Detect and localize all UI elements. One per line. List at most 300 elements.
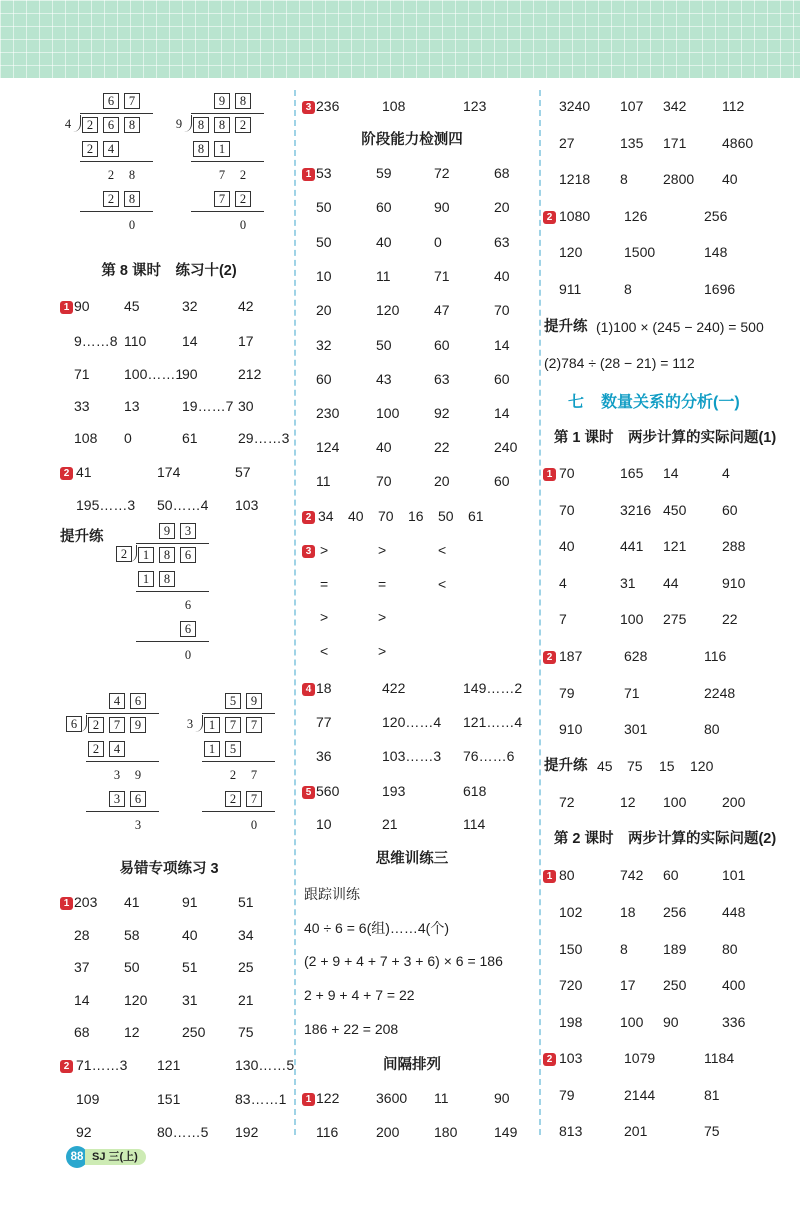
answer-value: 90 (494, 1090, 510, 1106)
partial-digit: 7 (250, 768, 258, 782)
division-rule (191, 211, 264, 212)
answer-value: 112 (722, 98, 745, 114)
product-digit: 1 (138, 571, 154, 587)
answer-value: 92 (76, 1124, 92, 1140)
answer-value: 40 (722, 171, 738, 187)
answer-value: 40 (348, 508, 364, 524)
answer-value: 79 (559, 685, 575, 701)
answer-value: 720 (559, 977, 583, 993)
answer-value: 3600 (376, 1090, 408, 1106)
answer-value: 16 (408, 508, 424, 524)
answer-value: 742 (620, 867, 644, 883)
answer-value: 910 (722, 575, 746, 591)
answer-value: 15 (659, 758, 675, 774)
long-division (171, 89, 311, 239)
remainder-digit: 0 (250, 818, 258, 832)
answer-value: 120 (559, 244, 583, 260)
answer-value: 40 (494, 268, 510, 284)
answer-value: 51 (182, 959, 198, 975)
divisor: 4 (64, 117, 72, 131)
answer-value: 33 (74, 398, 90, 414)
answer-value: 1218 (559, 171, 591, 187)
answer-value: 72 (434, 165, 450, 181)
answer-value: 100……1 (124, 366, 184, 382)
answer-value: 275 (663, 611, 687, 627)
answer-value: 50……4 (157, 497, 209, 513)
badge-holder (302, 541, 318, 559)
answer-value: 14 (74, 992, 90, 1008)
answer-value: 8 (624, 281, 632, 297)
question-badge: 1 (543, 870, 556, 883)
answer-value: 60 (722, 502, 738, 518)
division-rule (136, 591, 209, 592)
badge-holder (60, 1056, 76, 1074)
answer-value: 110 (124, 333, 147, 349)
answer-value: 30 (238, 398, 254, 414)
answer-value: 3240 (559, 98, 591, 114)
answer-value: 121 (157, 1057, 181, 1073)
answer-text: 2 + 9 + 4 + 7 = 22 (304, 987, 415, 1003)
answer-value: 40 (559, 538, 575, 554)
section-heading: 易错专项练习 3 (119, 861, 219, 877)
quotient-digit: 5 (225, 693, 241, 709)
answer-value: 150 (559, 941, 583, 957)
dividend-digit: 7 (225, 717, 241, 733)
question-badge: 1 (302, 168, 315, 181)
answer-value: 151 (157, 1091, 181, 1107)
answer-value: > (378, 542, 387, 558)
question-badge: 2 (543, 651, 556, 664)
question-badge: 2 (543, 1053, 556, 1066)
question-badge: 2 (60, 467, 73, 480)
answer-value: 60 (494, 371, 510, 387)
answer-value: 120……4 (382, 714, 442, 730)
badge-holder (543, 464, 559, 482)
answer-value: 61 (182, 430, 198, 446)
division-bracket (129, 545, 137, 562)
answer-value: 71 (74, 366, 90, 382)
question-badge: 1 (60, 301, 73, 314)
answer-value: 236 (316, 98, 340, 114)
product-digit: 2 (103, 191, 119, 207)
answer-value: 71……3 (76, 1057, 128, 1073)
answer-value: 116 (316, 1124, 339, 1140)
answer-value: 8 (620, 171, 628, 187)
answer-value: 60 (663, 867, 679, 883)
badge-holder (543, 1049, 559, 1067)
answer-value: 187 (559, 648, 583, 664)
product-digit: 7 (246, 791, 262, 807)
answer-value: 63 (494, 234, 510, 250)
answer-value: 149 (494, 1124, 518, 1140)
answer-value: 250 (663, 977, 687, 993)
answer-value: 198 (559, 1014, 583, 1030)
answer-value: 41 (76, 464, 92, 480)
divisor: 9 (175, 117, 183, 131)
section-label: 提升练 (544, 758, 588, 774)
answer-value: 422 (382, 680, 406, 696)
section-heading: 第 2 课时 两步计算的实际问题(2) (553, 831, 777, 847)
answer-value: 123 (463, 98, 487, 114)
section-label: 提升练 (60, 529, 104, 545)
answer-value: 43 (376, 371, 392, 387)
division-rule (80, 211, 153, 212)
answer-value: > (378, 609, 387, 625)
answer-value: 4 (559, 575, 567, 591)
answer-value: 114 (463, 816, 486, 832)
answer-value: 80……5 (157, 1124, 209, 1140)
product-digit: 1 (214, 141, 230, 157)
answer-value: 10 (316, 816, 332, 832)
answer-value: 20 (316, 302, 332, 318)
badge-holder (60, 463, 76, 481)
chapter-number: 七 (568, 394, 585, 411)
book-tag: SJ 三(上) (85, 1149, 146, 1165)
question-badge: 1 (302, 1093, 315, 1106)
product-digit: 2 (88, 741, 104, 757)
answer-value: > (320, 609, 329, 625)
answer-value: 174 (157, 464, 181, 480)
answer-value: 22 (722, 611, 738, 627)
answer-value: 60 (376, 199, 392, 215)
answer-value: 200 (722, 794, 746, 810)
answer-value: 9……8 (74, 333, 118, 349)
answer-value: 70 (494, 302, 510, 318)
product-digit: 4 (103, 141, 119, 157)
answer-value: 50 (316, 199, 332, 215)
answer-value: 2248 (704, 685, 736, 701)
product-digit: 7 (214, 191, 230, 207)
section-label: 提升练 (544, 319, 588, 335)
answer-value: 50 (124, 959, 140, 975)
answer-value: 201 (624, 1123, 648, 1139)
answer-value: 100 (663, 794, 687, 810)
answer-value: 2800 (663, 171, 695, 187)
question-badge: 5 (302, 786, 315, 799)
answer-value: 256 (704, 208, 728, 224)
answer-value: 0 (124, 430, 132, 446)
answer-value: 80 (722, 941, 738, 957)
answer-value: 44 (663, 575, 679, 591)
section-heading: 间隔排列 (383, 1057, 441, 1073)
section-heading: 阶段能力检测四 (361, 132, 463, 148)
section-heading: 第 8 课时 练习十(2) (101, 263, 237, 279)
answer-value: 72 (559, 794, 575, 810)
partial-digit: 8 (128, 168, 136, 182)
answer-value: 90 (434, 199, 450, 215)
partial-digit: 2 (229, 768, 237, 782)
answer-value: 70 (559, 502, 575, 518)
answer-value: 14 (494, 405, 510, 421)
division-rule (191, 113, 264, 114)
question-badge: 3 (302, 101, 315, 114)
answer-value: 42 (238, 298, 254, 314)
division-bracket (195, 715, 203, 732)
remainder-digit: 0 (184, 648, 192, 662)
product-digit: 1 (204, 741, 220, 757)
answer-value: 76……6 (463, 748, 515, 764)
answer-value: 195……3 (76, 497, 136, 513)
answer-value: 75 (627, 758, 643, 774)
product-digit: 6 (180, 621, 196, 637)
question-badge: 2 (543, 211, 556, 224)
answer-text: 40 ÷ 6 = 6(组)……4(个) (304, 920, 449, 936)
answer-value: 203 (74, 894, 98, 910)
dividend-digit: 6 (180, 547, 196, 563)
answer-value: 120 (376, 302, 400, 318)
answer-value: 31 (182, 992, 198, 1008)
answer-value: 108 (382, 98, 406, 114)
answer-value: 813 (559, 1123, 583, 1139)
answer-value: 60 (494, 473, 510, 489)
question-badge: 2 (302, 511, 315, 524)
answer-value: 92 (434, 405, 450, 421)
answer-value: 50 (376, 337, 392, 353)
answer-value: 212 (238, 366, 262, 382)
answer-value: 70 (376, 473, 392, 489)
answer-value: 618 (463, 783, 487, 799)
product-digit: 8 (193, 141, 209, 157)
answer-value: 19……7 (182, 398, 234, 414)
answer-value: 628 (624, 648, 648, 664)
answer-value: 135 (620, 135, 644, 151)
answer-value: 71 (624, 685, 640, 701)
answer-value: 75 (704, 1123, 720, 1139)
answer-value: 193 (382, 783, 406, 799)
answer-value: 11 (434, 1090, 449, 1106)
question-badge: 4 (302, 683, 315, 696)
answer-value: 32 (182, 298, 198, 314)
remainder-digit: 3 (134, 818, 142, 832)
answer-value: 77 (316, 714, 332, 730)
product-digit: 6 (130, 791, 146, 807)
question-badge: 1 (543, 468, 556, 481)
answer-value: 17 (620, 977, 636, 993)
dividend-digit: 8 (124, 117, 140, 133)
answer-value: 68 (74, 1024, 90, 1040)
answer-value: 149……2 (463, 680, 523, 696)
answer-text: (1)100 × (245 − 240) = 500 (596, 319, 764, 335)
answer-value: 25 (238, 959, 254, 975)
answer-value: 102 (559, 904, 583, 920)
division-rule (202, 761, 275, 762)
answer-value: 8 (620, 941, 628, 957)
answer-value: 192 (235, 1124, 259, 1140)
answer-value: 90 (74, 298, 90, 314)
answer-value: 80 (704, 721, 720, 737)
answer-text: (2)784 ÷ (28 − 21) = 112 (544, 355, 695, 371)
answer-text: (2 + 9 + 4 + 7 + 3 + 6) × 6 = 186 (304, 953, 503, 969)
quotient-digit: 9 (214, 93, 230, 109)
answer-value: 11 (376, 268, 391, 284)
section-heading: 思维训练三 (375, 851, 449, 867)
answer-value: 70 (378, 508, 394, 524)
answer-value: 75 (238, 1024, 254, 1040)
badge-holder (543, 647, 559, 665)
answer-value: > (378, 643, 387, 659)
answer-value: > (320, 542, 329, 558)
quotient-digit: 6 (130, 693, 146, 709)
dividend-digit: 2 (88, 717, 104, 733)
answer-value: 103 (559, 1050, 583, 1066)
answer-value: 240 (494, 439, 518, 455)
answer-value: 27 (559, 135, 575, 151)
answer-value: 250 (182, 1024, 206, 1040)
dividend-digit: 7 (109, 717, 125, 733)
answer-value: 100 (620, 1014, 644, 1030)
question-badge: 1 (60, 897, 73, 910)
answer-value: 45 (124, 298, 140, 314)
answer-value: 2144 (624, 1087, 656, 1103)
answer-value: 0 (434, 234, 442, 250)
product-digit: 8 (124, 191, 140, 207)
answer-value: 441 (620, 538, 644, 554)
answer-value: 108 (74, 430, 98, 446)
remainder-digit: 0 (239, 218, 247, 232)
division-bracket (73, 115, 81, 132)
quotient-digit: 8 (235, 93, 251, 109)
answer-value: 21 (238, 992, 254, 1008)
answer-value: 116 (704, 648, 727, 664)
answer-value: 121……4 (463, 714, 523, 730)
division-rule (86, 761, 159, 762)
answer-value: 14 (494, 337, 510, 353)
product-digit: 2 (225, 791, 241, 807)
answer-value: 450 (663, 502, 687, 518)
dividend-digit: 2 (82, 117, 98, 133)
divisor: 3 (186, 717, 194, 731)
answer-value: 28 (74, 927, 90, 943)
answer-value: 120 (124, 992, 148, 1008)
answer-value: < (320, 643, 329, 659)
answer-value: 3216 (620, 502, 652, 518)
answer-value: 50 (316, 234, 332, 250)
answer-value: 17 (238, 333, 254, 349)
answer-value: 22 (434, 439, 450, 455)
partial-digit: 9 (134, 768, 142, 782)
answer-value: 130……5 (235, 1057, 295, 1073)
division-rule (202, 811, 275, 812)
dividend-digit: 6 (103, 117, 119, 133)
answer-value: 4 (722, 465, 730, 481)
answer-text: 186 + 22 = 208 (304, 1021, 399, 1037)
question-badge: 3 (302, 545, 315, 558)
answer-value: 100 (620, 611, 644, 627)
answer-value: 47 (434, 302, 450, 318)
dividend-digit: 8 (214, 117, 230, 133)
answer-value: 32 (316, 337, 332, 353)
answer-value: 37 (74, 959, 90, 975)
answer-value: 288 (722, 538, 746, 554)
answer-value: 11 (316, 473, 331, 489)
badge-holder (543, 866, 559, 884)
answer-value: 12 (124, 1024, 140, 1040)
answer-value: < (438, 542, 447, 558)
answer-value: 71 (434, 268, 450, 284)
answer-value: 21 (382, 816, 398, 832)
partial-digit: 3 (113, 768, 121, 782)
answer-value: < (438, 576, 447, 592)
answer-value: 101 (722, 867, 746, 883)
product-digit: 2 (82, 141, 98, 157)
division-rule (136, 543, 209, 544)
partial-digit: 6 (184, 598, 192, 612)
answer-value: 20 (434, 473, 450, 489)
answer-value: 448 (722, 904, 746, 920)
dividend-digit: 8 (193, 117, 209, 133)
answer-value: 121 (663, 538, 687, 554)
answer-value: 61 (468, 508, 484, 524)
page-footer (66, 1146, 146, 1168)
answer-value: 29……3 (238, 430, 290, 446)
answer-value: 200 (376, 1124, 400, 1140)
long-division (116, 519, 256, 669)
answer-value: 911 (559, 281, 582, 297)
quotient-digit: 3 (180, 523, 196, 539)
answer-value: = (378, 576, 387, 592)
answer-value: 107 (620, 98, 644, 114)
answer-value: 103……3 (382, 748, 442, 764)
answer-value: 124 (316, 439, 340, 455)
answer-value: 45 (597, 758, 613, 774)
answer-value: 103 (235, 497, 259, 513)
answer-value: 60 (434, 337, 450, 353)
answer-value: 57 (235, 464, 251, 480)
answer-value: 10 (316, 268, 332, 284)
product-digit: 2 (235, 191, 251, 207)
dividend-digit: 1 (204, 717, 220, 733)
answer-value: 148 (704, 244, 728, 260)
answer-value: 68 (494, 165, 510, 181)
answer-value: 1080 (559, 208, 591, 224)
answer-value: 20 (494, 199, 510, 215)
answer-value: 560 (316, 783, 340, 799)
answer-value: 230 (316, 405, 340, 421)
partial-digit: 2 (239, 168, 247, 182)
answer-value: 70 (559, 465, 575, 481)
answer-value: 79 (559, 1087, 575, 1103)
division-rule (136, 641, 209, 642)
dividend-digit: 7 (246, 717, 262, 733)
division-bracket (79, 715, 87, 732)
answer-value: 60 (316, 371, 332, 387)
question-badge: 2 (60, 1060, 73, 1073)
chapter-title: 数量关系的分析(一) (601, 394, 740, 411)
remainder-digit: 0 (128, 218, 136, 232)
dividend-digit: 1 (138, 547, 154, 563)
answer-value: 90 (663, 1014, 679, 1030)
quotient-digit: 4 (109, 693, 125, 709)
answer-value: 59 (376, 165, 392, 181)
product-digit: 4 (109, 741, 125, 757)
answer-value: 1696 (704, 281, 736, 297)
dividend-digit: 9 (130, 717, 146, 733)
answer-value: 14 (182, 333, 198, 349)
answer-value: 18 (316, 680, 332, 696)
answer-value: 34 (318, 508, 334, 524)
answer-value: 1500 (624, 244, 656, 260)
answer-value: 81 (704, 1087, 720, 1103)
divisor: 6 (66, 716, 82, 732)
answer-value: 1079 (624, 1050, 656, 1066)
answer-value: 34 (238, 927, 254, 943)
answer-value: 63 (434, 371, 450, 387)
answer-value: 126 (624, 208, 648, 224)
division-rule (191, 161, 264, 162)
product-digit: 3 (109, 791, 125, 807)
partial-digit: 7 (218, 168, 226, 182)
division-rule (80, 113, 153, 114)
